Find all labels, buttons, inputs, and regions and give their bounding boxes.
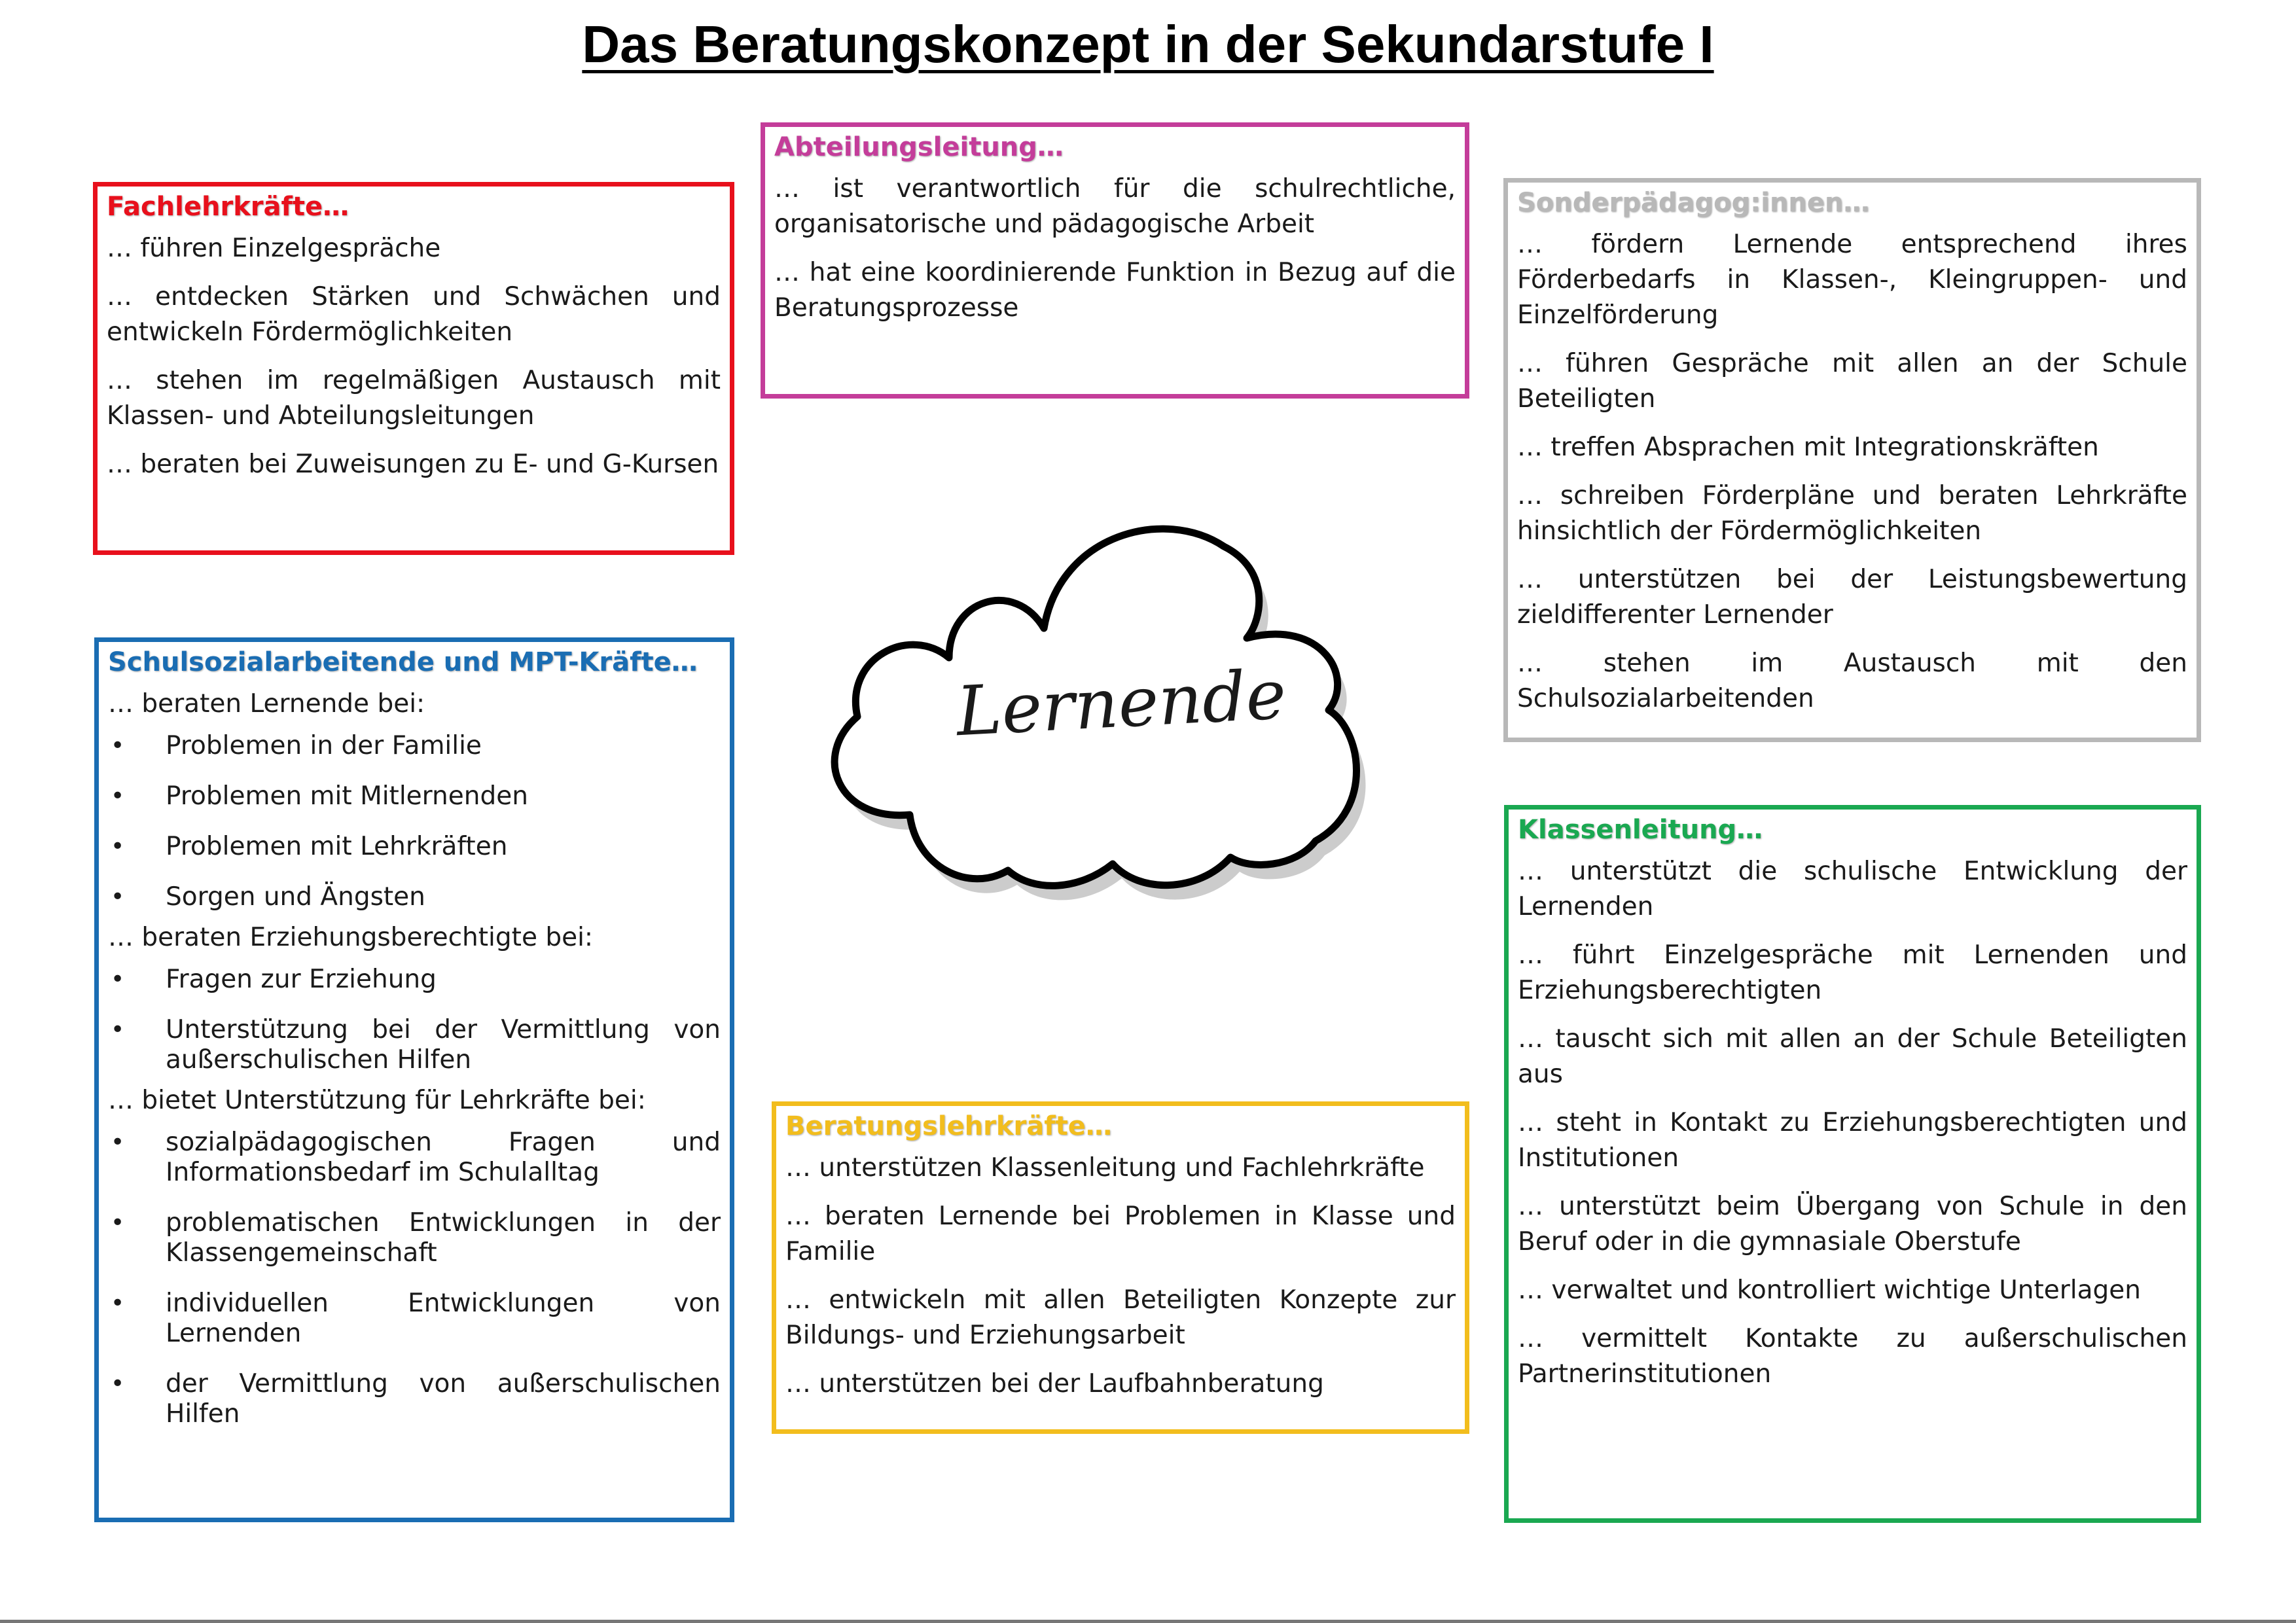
group-intro: … beraten Erziehungsberechtigte bei: [108, 923, 594, 952]
bullet-icon: • [111, 1370, 125, 1397]
box-item: … stehen im Austausch mit den Schulsozialarbeitenden [1517, 649, 2187, 713]
bullet-icon: • [111, 966, 125, 993]
box-item: … beraten Lernende bei Problemen in Klasse und Familie [785, 1202, 1456, 1266]
box-fachlehrkraefte [93, 182, 734, 555]
bullet-list [108, 965, 721, 1075]
box-beratungslehrkraefte [772, 1101, 1469, 1434]
page-title: Das Beratungskonzept in der Sekundarstufe I [582, 15, 1714, 73]
list-item [108, 781, 721, 812]
box-item: … beraten bei Zuweisungen zu E- und G-Kursen [107, 450, 719, 479]
list-item-text: Unterstützung bei der Vermittlung von außerschulischen Hilfen [166, 1015, 721, 1075]
list-item-text: sozialpädagogischen Fragen und Informationsbedarf im Schulalltag [166, 1128, 721, 1187]
group-intro: … bietet Unterstützung für Lehrkräfte bei: [108, 1086, 646, 1115]
list-item-text: Sorgen und Ängsten [166, 882, 425, 912]
list-item [108, 731, 721, 761]
list-item [108, 1289, 721, 1349]
box-item: … steht in Kontakt zu Erziehungsberechtigten und Institutionen [1518, 1108, 2187, 1173]
bottom-border [0, 1620, 2296, 1623]
group-intro: … beraten Lernende bei: [108, 689, 425, 719]
list-item [108, 1369, 721, 1429]
box-heading: Klassenleitung… [1518, 815, 1763, 845]
box-item: … unterstützen bei der Laufbahnberatung [785, 1369, 1324, 1399]
bullet-list [108, 1128, 721, 1429]
list-item [108, 882, 721, 912]
box-klassenleitung [1504, 805, 2201, 1523]
box-heading: Schulsozialarbeitende und MPT-Kräfte… [108, 647, 698, 677]
box-item: … entwickeln mit allen Beteiligten Konzepte zur Bildungs- und Erziehungsarbeit [785, 1285, 1456, 1350]
bullet-icon: • [111, 783, 125, 810]
list-item [108, 832, 721, 862]
bullet-icon: • [111, 1129, 125, 1156]
box-item: … vermittelt Kontakte zu außerschulischen Partnerinstitutionen [1518, 1324, 2187, 1389]
box-item: … treffen Absprachen mit Integrationskräften [1517, 433, 2099, 462]
list-item [108, 1208, 721, 1268]
bullet-icon: • [111, 883, 125, 910]
box-item: … fördern Lernende entsprechend ihres Förderbedarfs in Klassen-, Kleingruppen- und Einzelförderung [1517, 230, 2187, 330]
cloud-icon [798, 494, 1453, 926]
box-item: … stehen im regelmäßigen Austausch mit Klassen- und Abteilungsleitungen [107, 366, 721, 431]
box-item: … ist verantwortlich für die schulrechtliche, organisatorische und pädagogische Arbeit [774, 174, 1456, 239]
box-heading: Abteilungsleitung… [774, 132, 1064, 162]
box-heading: Fachlehrkräfte… [107, 192, 350, 222]
box-sonderpaedagogen [1503, 178, 2201, 742]
center-label: Lernende [954, 654, 1288, 752]
list-item-text: problematischen Entwicklungen in der Klassengemeinschaft [166, 1208, 721, 1268]
list-item-text: Problemen mit Lehrkräften [166, 832, 508, 861]
list-item [108, 1128, 721, 1188]
list-item-text: individuellen Entwicklungen von Lernenden [166, 1289, 721, 1348]
box-abteilungsleitung [761, 122, 1469, 399]
box-item: … unterstützt die schulische Entwicklung der Lernenden [1518, 857, 2187, 921]
bullet-icon: • [111, 1209, 125, 1236]
box-item: … verwaltet und kontrolliert wichtige Unterlagen [1518, 1275, 2141, 1305]
list-item-text: der Vermittlung von außerschulischen Hilfen [166, 1369, 721, 1429]
box-item: … führen Gespräche mit allen an der Schule Beteiligten [1517, 349, 2187, 414]
list-item [108, 1015, 721, 1075]
bullet-list [108, 731, 721, 912]
box-item: … unterstützt beim Übergang von Schule in den Beruf oder in die gymnasiale Oberstufe [1518, 1192, 2187, 1257]
box-schulsozialarbeitende [94, 637, 734, 1522]
box-item: … führt Einzelgespräche mit Lernenden und Erziehungsberechtigten [1518, 940, 2187, 1005]
list-item [108, 965, 721, 995]
bullet-icon: • [111, 1016, 125, 1043]
bullet-icon: • [111, 1290, 125, 1317]
box-heading: Sonderpädagog:innen… [1517, 188, 1870, 218]
list-item-text: Fragen zur Erziehung [166, 965, 437, 994]
list-item-text: Problemen mit Mitlernenden [166, 781, 528, 811]
box-item: … unterstützen bei der Leistungsbewertung zieldifferenter Lernender [1517, 565, 2187, 630]
box-item: … schreiben Förderpläne und beraten Lehrkräfte hinsichtlich der Fördermöglichkeiten [1517, 481, 2187, 546]
box-heading: Beratungslehrkräfte… [785, 1111, 1112, 1141]
box-item: … hat eine koordinierende Funktion in Bezug auf die Beratungsprozesse [774, 258, 1456, 323]
list-item-text: Problemen in der Familie [166, 731, 482, 760]
box-item: … tauscht sich mit allen an der Schule Beteiligten aus [1518, 1024, 2187, 1089]
box-item: … unterstützen Klassenleitung und Fachlehrkräfte [785, 1153, 1425, 1183]
box-item: … entdecken Stärken und Schwächen und entwickeln Fördermöglichkeiten [107, 282, 721, 347]
box-item: … führen Einzelgespräche [107, 234, 441, 263]
bullet-icon: • [111, 732, 125, 759]
bullet-icon: • [111, 833, 125, 860]
